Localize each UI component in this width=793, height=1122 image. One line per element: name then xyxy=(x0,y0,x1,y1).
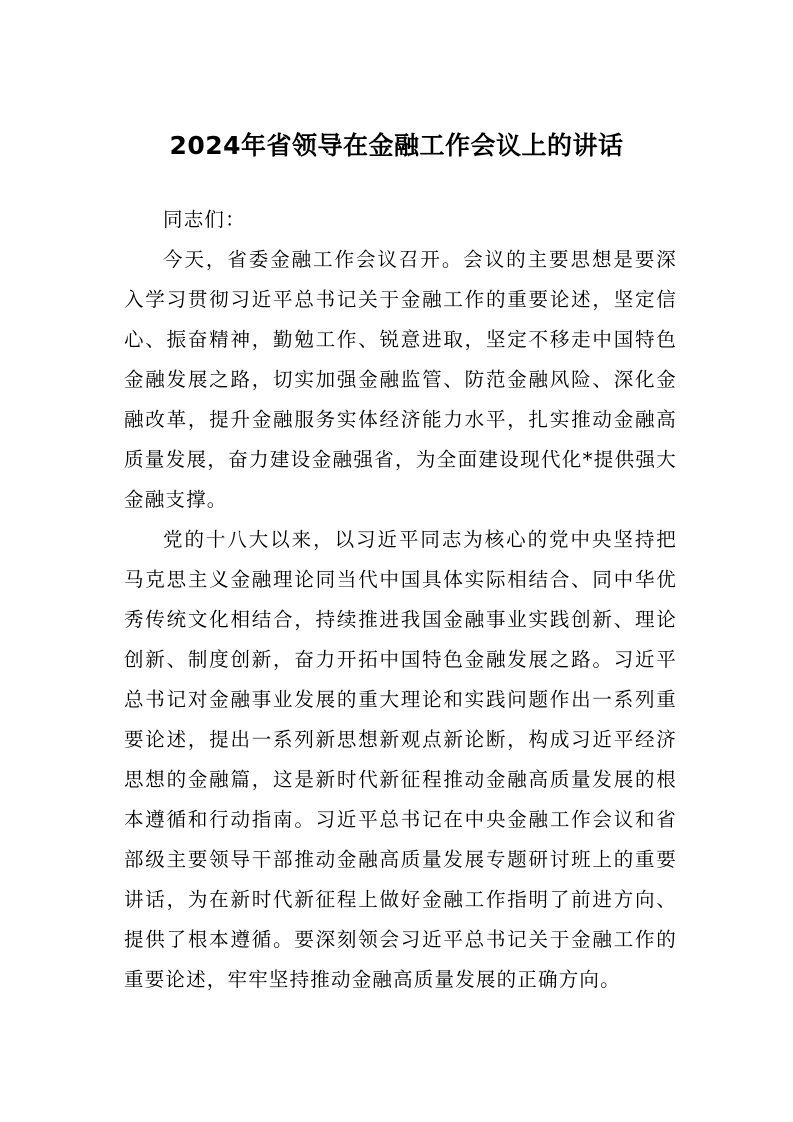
document-body xyxy=(124,200,677,1000)
document-title: 2024年省领导在金融工作会议上的讲话 xyxy=(169,131,624,160)
paragraph-1: 今天，省委金融工作会议召开。会议的主要思想是要深入学习贯彻习近平总书记关于金融工作的重要论述，坚定信心、振奋精神，勤勉工作、锐意进取，坚定不移走中国特色金融发展之路，切实加强金融监管、防范金融风险、深化金融改革，提升金融服务实体经济能力水平，扎实推动金融高质量发展，奋力建设金融强省，为全面建设现代化*提供强大金融支撑。 xyxy=(124,248,677,511)
paragraph-2: 党的十八大以来，以习近平同志为核心的党中央坚持把马克思主义金融理论同当代中国具体实际相结合、同中华优秀传统文化相结合，持续推进我国金融事业实践创新、理论创新、制度创新，奋力开拓中国特色金融发展之路。习近平总书记对金融事业发展的重大理论和实践问题作出一系列重要论述，提出一系列新思想新观点新论断，构成习近平经济思想的金融篇，这是新时代新征程推动金融高质量发展的根本遵循和行动指南。习近平总书记在中央金融工作会议和省部级主要领导干部推动金融高质量发展专题研讨班上的重要讲话，为在新时代新征程上做好金融工作指明了前进方向、提供了根本遵循。要深刻领会习近平总书记关于金融工作的重要论述，牢牢坚持推动金融高质量发展的正确方向。 xyxy=(124,528,677,991)
greeting: 同志们： xyxy=(163,208,246,231)
